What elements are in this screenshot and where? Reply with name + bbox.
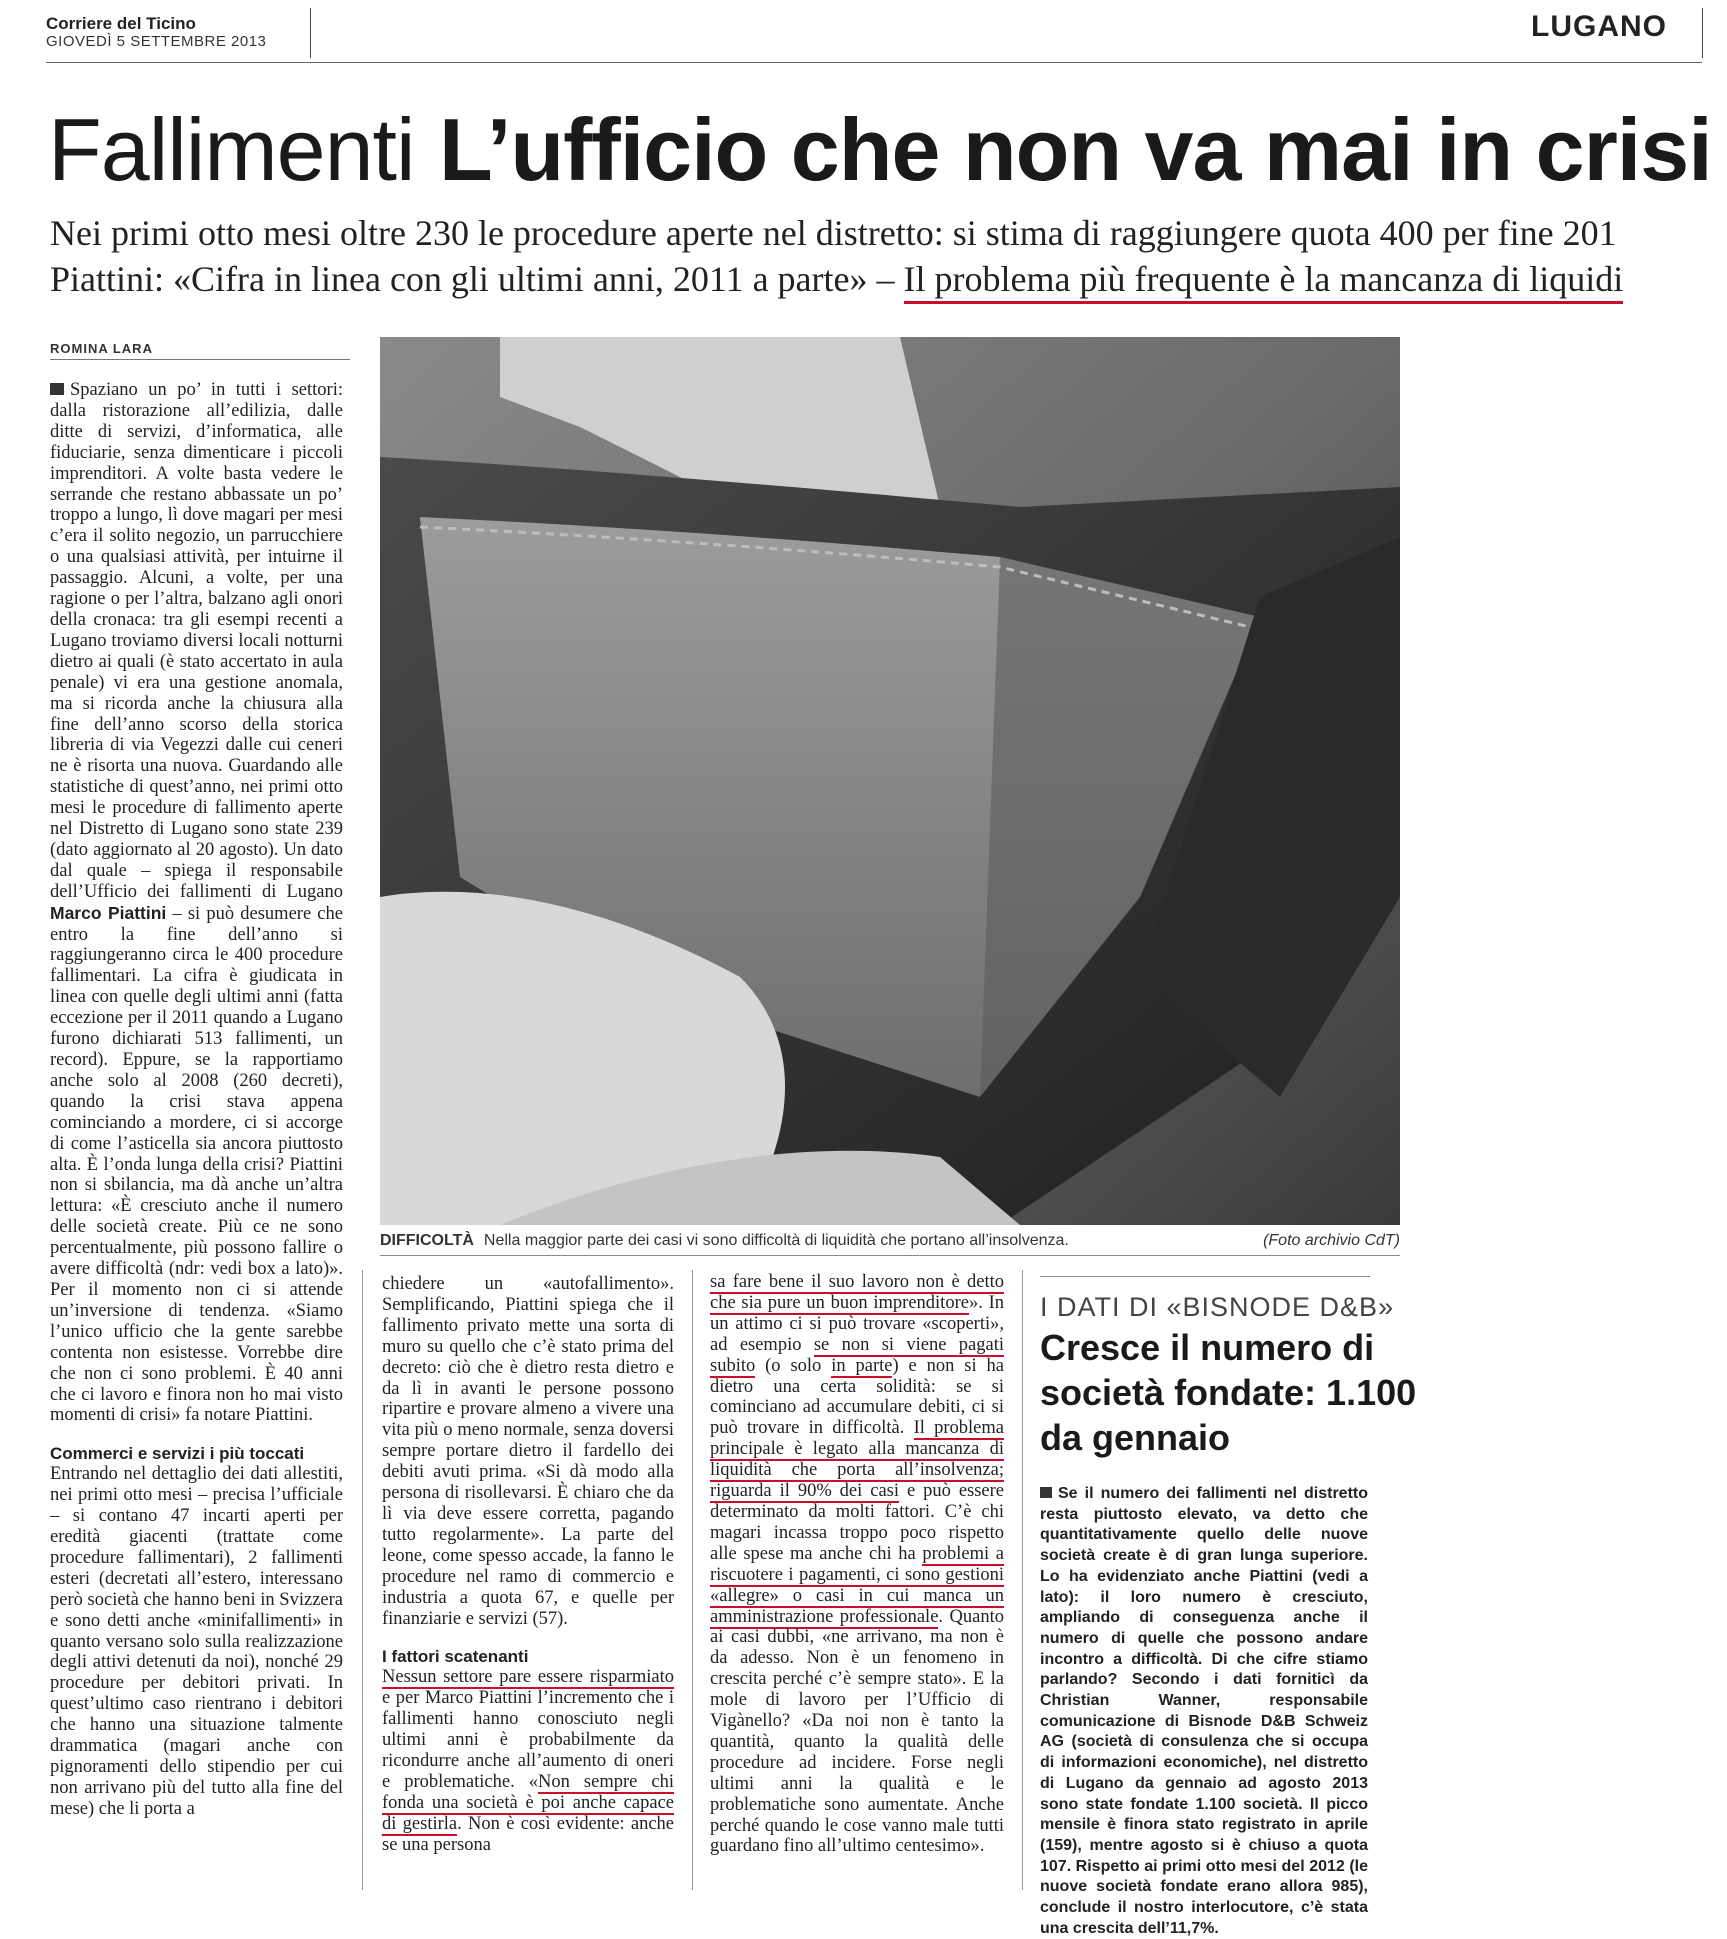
masthead-divider xyxy=(310,8,311,58)
subsection-title: Commerci e servizi i più toccati xyxy=(50,1444,305,1464)
person-name: Marco Piattini xyxy=(50,902,167,923)
highlighted-text: Il problema principale è legato alla mancanza di liquidità che porta all’insolvenza; riguarda il 90% dei casi xyxy=(710,1418,1004,1502)
highlighted-text: sa fare bene il suo lavoro non è detto che sia pure un buon imprenditore xyxy=(710,1272,1004,1313)
newspaper-name: Corriere del Ticino xyxy=(46,14,196,33)
box-rule xyxy=(1040,1276,1370,1277)
column-divider xyxy=(1022,1270,1023,1890)
box-body: Se il numero dei fallimenti nel distretto resta piuttosto elevato, va detto che quantitativamente quello delle nuove società create è di gran lunga superiore. Lo ha evidenziato anche Piattini (vedi a lato): il loro numero è cresciuto, ampliando di conseguenza anche il numero di quelle che possono andare incontro a difficoltà. Di che cifre stiamo parlando? Secondo i dati forniticì da Christian Wanner, responsabile comunicazione di Bisnode D&B Schweiz AG (società di consulenza che si occupa di informazioni economiche), nel distretto di Lugano da gennaio ad agosto 2013 sono state fondate 1.100 società. Il picco mensile è finora stato registrato in aprile (159), mentre agosto si è chiuso a quota 107. Rispetto ai primi otto mesi del 2012 (le nuove società fondate erano allora 985), conclude il nostro interlocutore, c’è stata una crescita dell’11,7%. xyxy=(1040,1485,1368,1937)
box-kicker: I DATI DI «BISNODE D&B» xyxy=(1040,1292,1395,1322)
box-title: Cresce il numero di società fondate: 1.100 da gennaio xyxy=(1040,1327,1417,1458)
paragraph: chiedere un «autofallimento». Semplificando, Piattini spiega che il fallimento privato mette una sorta di muro su quello che c’è stato prima del decreto: ciò che è dietro resta dietro e da lì in avanti le persone possono ripartire e provare almeno a vivere una vita più o meno normale, senza doversi sempre portare dietro il fardello dei debiti avuti prima. «Si dà modo alla persona di risollevarsi. È chiaro che da lì via deve essere corretta, pagando tutto regolarmente». La parte del leone, come spesso accade, la fanno le procedure nel ramo di commercio e industria a quota 67, e quelle per finanziarie e servizi (57). xyxy=(382,1274,674,1629)
subhead-line-2 xyxy=(50,258,1623,300)
paragraph: sa fare bene il suo lavoro non è detto che sia pure un buon imprenditore». In un attimo ci si può trovare «scoperti», ad esempio se non si viene pagati subito (o solo in parte) e non si ha dietro una certa solidità: se si cominciano ad accumulare debiti, ci si può trovare in difficoltà. Il problema principale è legato alla mancanza di liquidità che porta all’insolvenza; riguarda il 90% dei casi e può essere determinato da molti fattori. C’è chi magari incassa troppo poco rispetto alle spese ma anche chi ha problemi a riscuotere i pagamenti, ci sono gestioni «allegre» o casi in cui manca un amministrazione professionale. Quanto ai casi dubbi, «ne arrivano, ma non è da adesso. Non è un fenomeno in crescita perché c’è sempre stato». E la mole di lavoro per l’Ufficio di Vigànello? «Da noi non è tanto la quantità, quanto la qualità delle procedure ad incidere. Forse negli ultimi anni la qualità e le problematiche sono aumentate. Anche perché quando le cose vanno male tutti guardano fino all’ultimo centesimo». xyxy=(710,1272,1005,1857)
column-divider xyxy=(362,1270,363,1890)
headline-kicker: Fallimenti xyxy=(48,100,415,199)
highlighted-text: problemi a riscuotere i pagamenti, ci sono gestioni «allegre» o casi in cui manca un amministrazione professionale xyxy=(710,1543,1004,1627)
right-divider xyxy=(1702,8,1703,58)
top-rule xyxy=(46,62,1702,63)
paragraph: Nessun settore pare essere risparmiato e per Marco Piattini l’incremento che i fallimenti hanno conosciuto negli ultimi anni è probabilmente da ricondurre anche all’aumento di oneri e problematiche. «Non sempre chi fonda una società è poi anche capace di gestirla. Non è così evidente: anche se una persona xyxy=(382,1667,675,1855)
photo-credit: (Foto archivio CdT) xyxy=(1263,1232,1400,1249)
photo-caption xyxy=(380,1232,1400,1250)
subhead-line-2-underlined: Il problema più frequente è la mancanza di liquidi xyxy=(904,259,1624,304)
highlighted-text: in parte xyxy=(831,1355,893,1376)
article-column-1 xyxy=(50,380,343,1820)
caption-label: DIFFICOLTÀ xyxy=(380,1232,474,1249)
subsection-title: I fattori scatenanti xyxy=(382,1647,529,1667)
caption-text: Nella maggior parte dei casi vi sono difficoltà di liquidità che portano all’insolvenza. xyxy=(483,1232,1069,1249)
highlighted-text: Non sempre chi fonda una società è poi anche capace di gestirla xyxy=(382,1771,675,1834)
photo-rule xyxy=(380,1255,1400,1256)
issue-date: GIOVEDÌ 5 SETTEMBRE 2013 xyxy=(46,33,267,50)
column-divider xyxy=(692,1270,693,1890)
subhead-line-2-quote: Piattini: «Cifra in linea con gli ultimi anni, 2011 a parte» – xyxy=(50,259,904,299)
headline xyxy=(48,100,1712,200)
article-column-3 xyxy=(710,1272,1004,1857)
section-name: LUGANO xyxy=(1531,10,1667,43)
paragraph-bullet-icon xyxy=(1040,1487,1052,1498)
paragraph-bullet-icon xyxy=(50,383,64,395)
paragraph: Entrando nel dettaglio dei dati allestiti, nei primi otto mesi – precisa l’ufficiale – si contano 47 incarti aperti per eredità giacenti (trattate come procedure fallimentari), 2 fallimenti esteri (decretati all’estero, interessano però società che hanno beni in Svizzera e sono detti anche «minifallimenti» in quanto versano solo sulla realizzazione degli attivi detenuti da noi), nonché 29 procedure per debitori privati. In quest’ultimo caso rientrano i debitori che hanno una situazione talmente drammatica (magari anche con pignoramenti dello stipendio per cui non arrivano più del tutto alla fine del mese) che li porta a xyxy=(50,1464,343,1819)
article-column-2 xyxy=(382,1274,674,1856)
highlighted-text: Nessun settore pare essere risparmiato xyxy=(382,1667,674,1688)
byline: ROMINA LARA xyxy=(50,341,153,356)
subhead-line-1: Nei primi otto mesi oltre 230 le procedure aperte nel distretto: si stima di raggiungere quota 400 per fine 201 xyxy=(50,213,1617,253)
headline-title: L’ufficio che non va mai in crisi xyxy=(439,100,1712,199)
highlighted-text: se non si viene pagati subito xyxy=(710,1334,1004,1376)
paragraph: Spaziano un po’ in tutti i settori: dalla ristorazione all’edilizia, dalle ditte di servizi, d’informatica, alle fiduciarie, senza dimenticare i piccoli imprenditori. A volte basta vedere le serrande che restano abbassate un po’ troppo a lungo, lì dove magari per mesi c’era il solito negozio, un parrucchiere o una qualsiasi attività, per intuirne il passaggio. Alcuni, a volte, per una ragione o per l’altra, balzano agli onori della cronaca: tra gli esempi recenti a Lugano troviamo diversi locali notturni dietro ai quali (è stato accertato in aula penale) vi era una gestione anomala, ma si ricorda anche la chiusura alla fine dell’anno scorso della storica libreria di via Vegezzi dalle cui ceneri ne è risorta una nuova. Guardando alle statistiche di quest’anno, nei primi otto mesi le procedure di fallimento aperte nel Distretto di Lugano sono state 239 (dato aggiornato al 20 agosto). Un dato dal quale – spiega il responsabile dell’Ufficio dei fallimenti di Lugano Marco Piattini – si può desumere che entro la fine dell’anno si raggiungeranno circa le 400 procedure fallimentari. La cifra è giudicata in linea con quelle degli ultimi anni (fatta eccezione per il 2011 quando a Lugano furono dichiarati 513 fallimenti, un record). Eppure, se la rapportiamo anche solo al 2008 (260 decreti), quando la crisi stava appena cominciando a mordere, ci si accorge di come l’asticella sia ancora piuttosto alta. È l’onda lunga della crisi? Piattini non si sbilancia, ma dà anche un’altra lettura: «È cresciuto anche il numero delle società create. Più ce ne sono percentualmente, più possono fallire o avere difficoltà (ndr: vedi box a lato)». Per il momento non ci si attende un’inversione di tendenza. «Siamo l’unico ufficio che la gente sarebbe contenta non esistesse. Vorrebbe dire che non ci sono problemi. È 40 anni che ci lavoro e finora non ho mai visto momenti di crisi» fa notare Piattini. xyxy=(50,380,343,1426)
empty-wallet-photo xyxy=(380,337,1400,1225)
article-photo xyxy=(380,337,1400,1225)
byline-rule xyxy=(50,359,350,360)
